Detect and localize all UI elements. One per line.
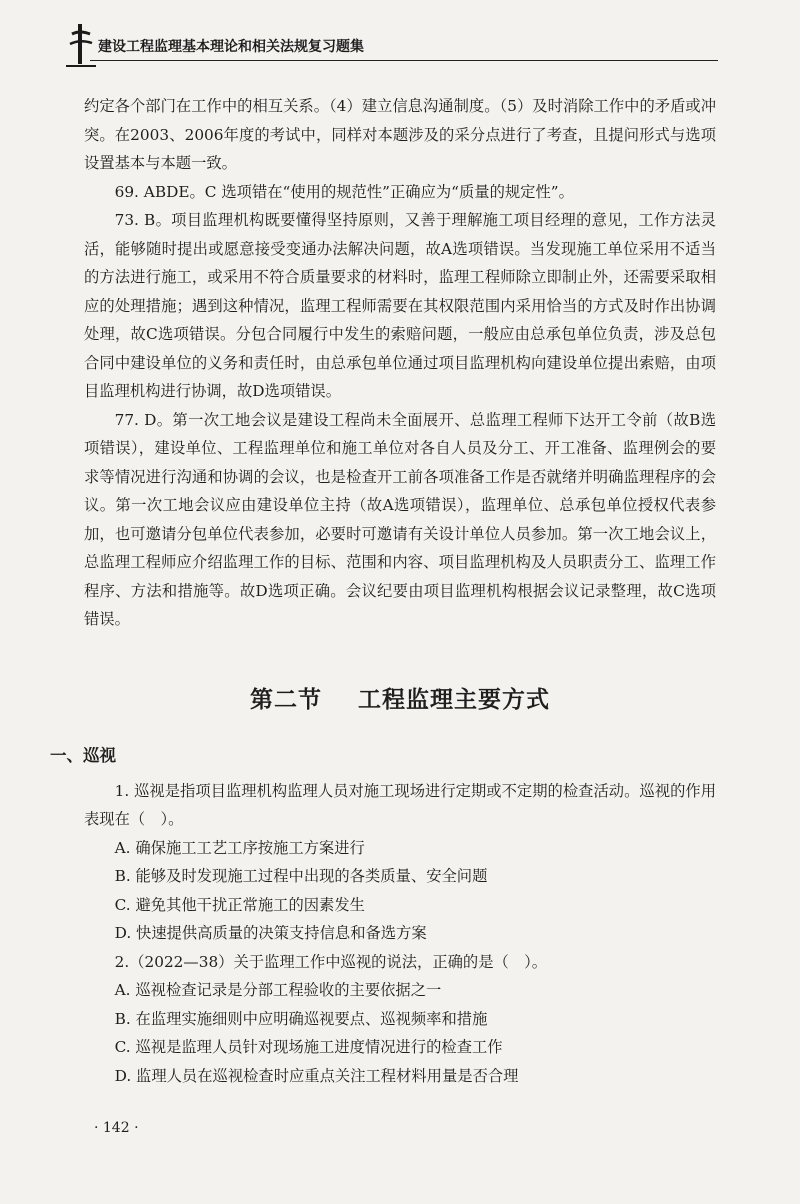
question-stem: 2.（2022—38）关于监理工作中巡视的说法，正确的是（ ）。 (114, 952, 548, 971)
header-divider (90, 60, 718, 61)
section-name: 工程监理主要方式 (358, 686, 550, 713)
question-option: B. 能够及时发现施工过程中出现的各类质量、安全问题 (114, 867, 488, 885)
question-option: B. 在监理实施细则中应明确巡视要点、巡视频率和措施 (114, 1009, 488, 1028)
question-option: D. 快速提供高质量的决策支持信息和备选方案 (114, 924, 427, 942)
question-option: C. 避免其他干扰正常施工的因素发生 (114, 895, 365, 914)
page-number: · 142 · (94, 1120, 139, 1136)
subsection-heading: 一、巡视 (50, 746, 116, 765)
question-option: A. 巡视检查记录是分部工程验收的主要依据之一 (114, 981, 442, 999)
section-title (84, 686, 716, 715)
page-body (50, 92, 716, 1090)
answer-paragraph: 约定各个部门在工作中的相互关系。（4）建立信息沟通制度。（5）及时消除工作中的矛盾或冲突。在2003、2006年度的考试中，同样对本题涉及的采分点进行了考查，且提问形式与选项设置基本与本题一致。 (84, 97, 716, 172)
header-title: 建设工程监理基本理论和相关法规复习题集 (98, 39, 364, 55)
question-option: A. 确保施工工艺工序按施工方案进行 (114, 838, 365, 857)
book-logo-icon (66, 20, 98, 70)
section-number: 第二节 (250, 686, 322, 713)
question-option: C. 巡视是监理人员针对现场施工进度情况进行的检查工作 (114, 1038, 503, 1056)
answer-paragraph: 77. D。第一次工地会议是建设工程尚未全面展开、总监理工程师下达开工令前（故B选项错误），建设单位、工程监理单位和施工单位对各自人员及分工、开工准备、监理例会的要求等情况进行沟通和协调的会议，也是检查开工前各项准备工作是否就绪并明确监理程序的会议。第一次工地会议应由建设单位主持（故A选项错误），监理单位、总承包单位授权代表参加，也可邀请分包单位代表参加，必要时可邀请有关设计单位人员参加。第一次工地会议上，总监理工程师应介绍监理工作的目标、范围和内容、项目监理机构及人员职责分工、监理工作程序、方法和措施等。故D选项正确。会议纪要由项目监理机构根据会议记录整理，故C选项错误。 (84, 410, 716, 628)
question-stem: 1. 巡视是指项目监理机构监理人员对施工现场进行定期或不定期的检查活动。巡视的作用表现在（ ）。 (84, 781, 716, 828)
answer-paragraph: 73. B。项目监理机构既要懂得坚持原则，又善于理解施工项目经理的意见，工作方法灵活，能够随时提出或愿意接受变通办法解决问题，故A选项错误。当发现施工单位采用不适当的方法进行施工，或采用不符合质量要求的材料时，监理工程师除立即制止外，还需要采取相应的处理措施；遇到这种情况，监理工程师需要在其权限范围内采用恰当的方式及时作出协调处理，故C选项错误。分包合同履行中发生的索赔问题，一般应由总承包单位负责，涉及总包合同中建设单位的义务和责任时，由总承包单位通过项目监理机构向建设单位提出索赔，由项目监理机构进行协调，故D选项错误。 (84, 211, 716, 400)
running-header (58, 16, 718, 68)
question-option: D. 监理人员在巡视检查时应重点关注工程材料用量是否合理 (114, 1066, 519, 1085)
answer-paragraph: 69. ABDE。C 选项错在“使用的规范性”正确应为“质量的规定性”。 (114, 182, 574, 201)
